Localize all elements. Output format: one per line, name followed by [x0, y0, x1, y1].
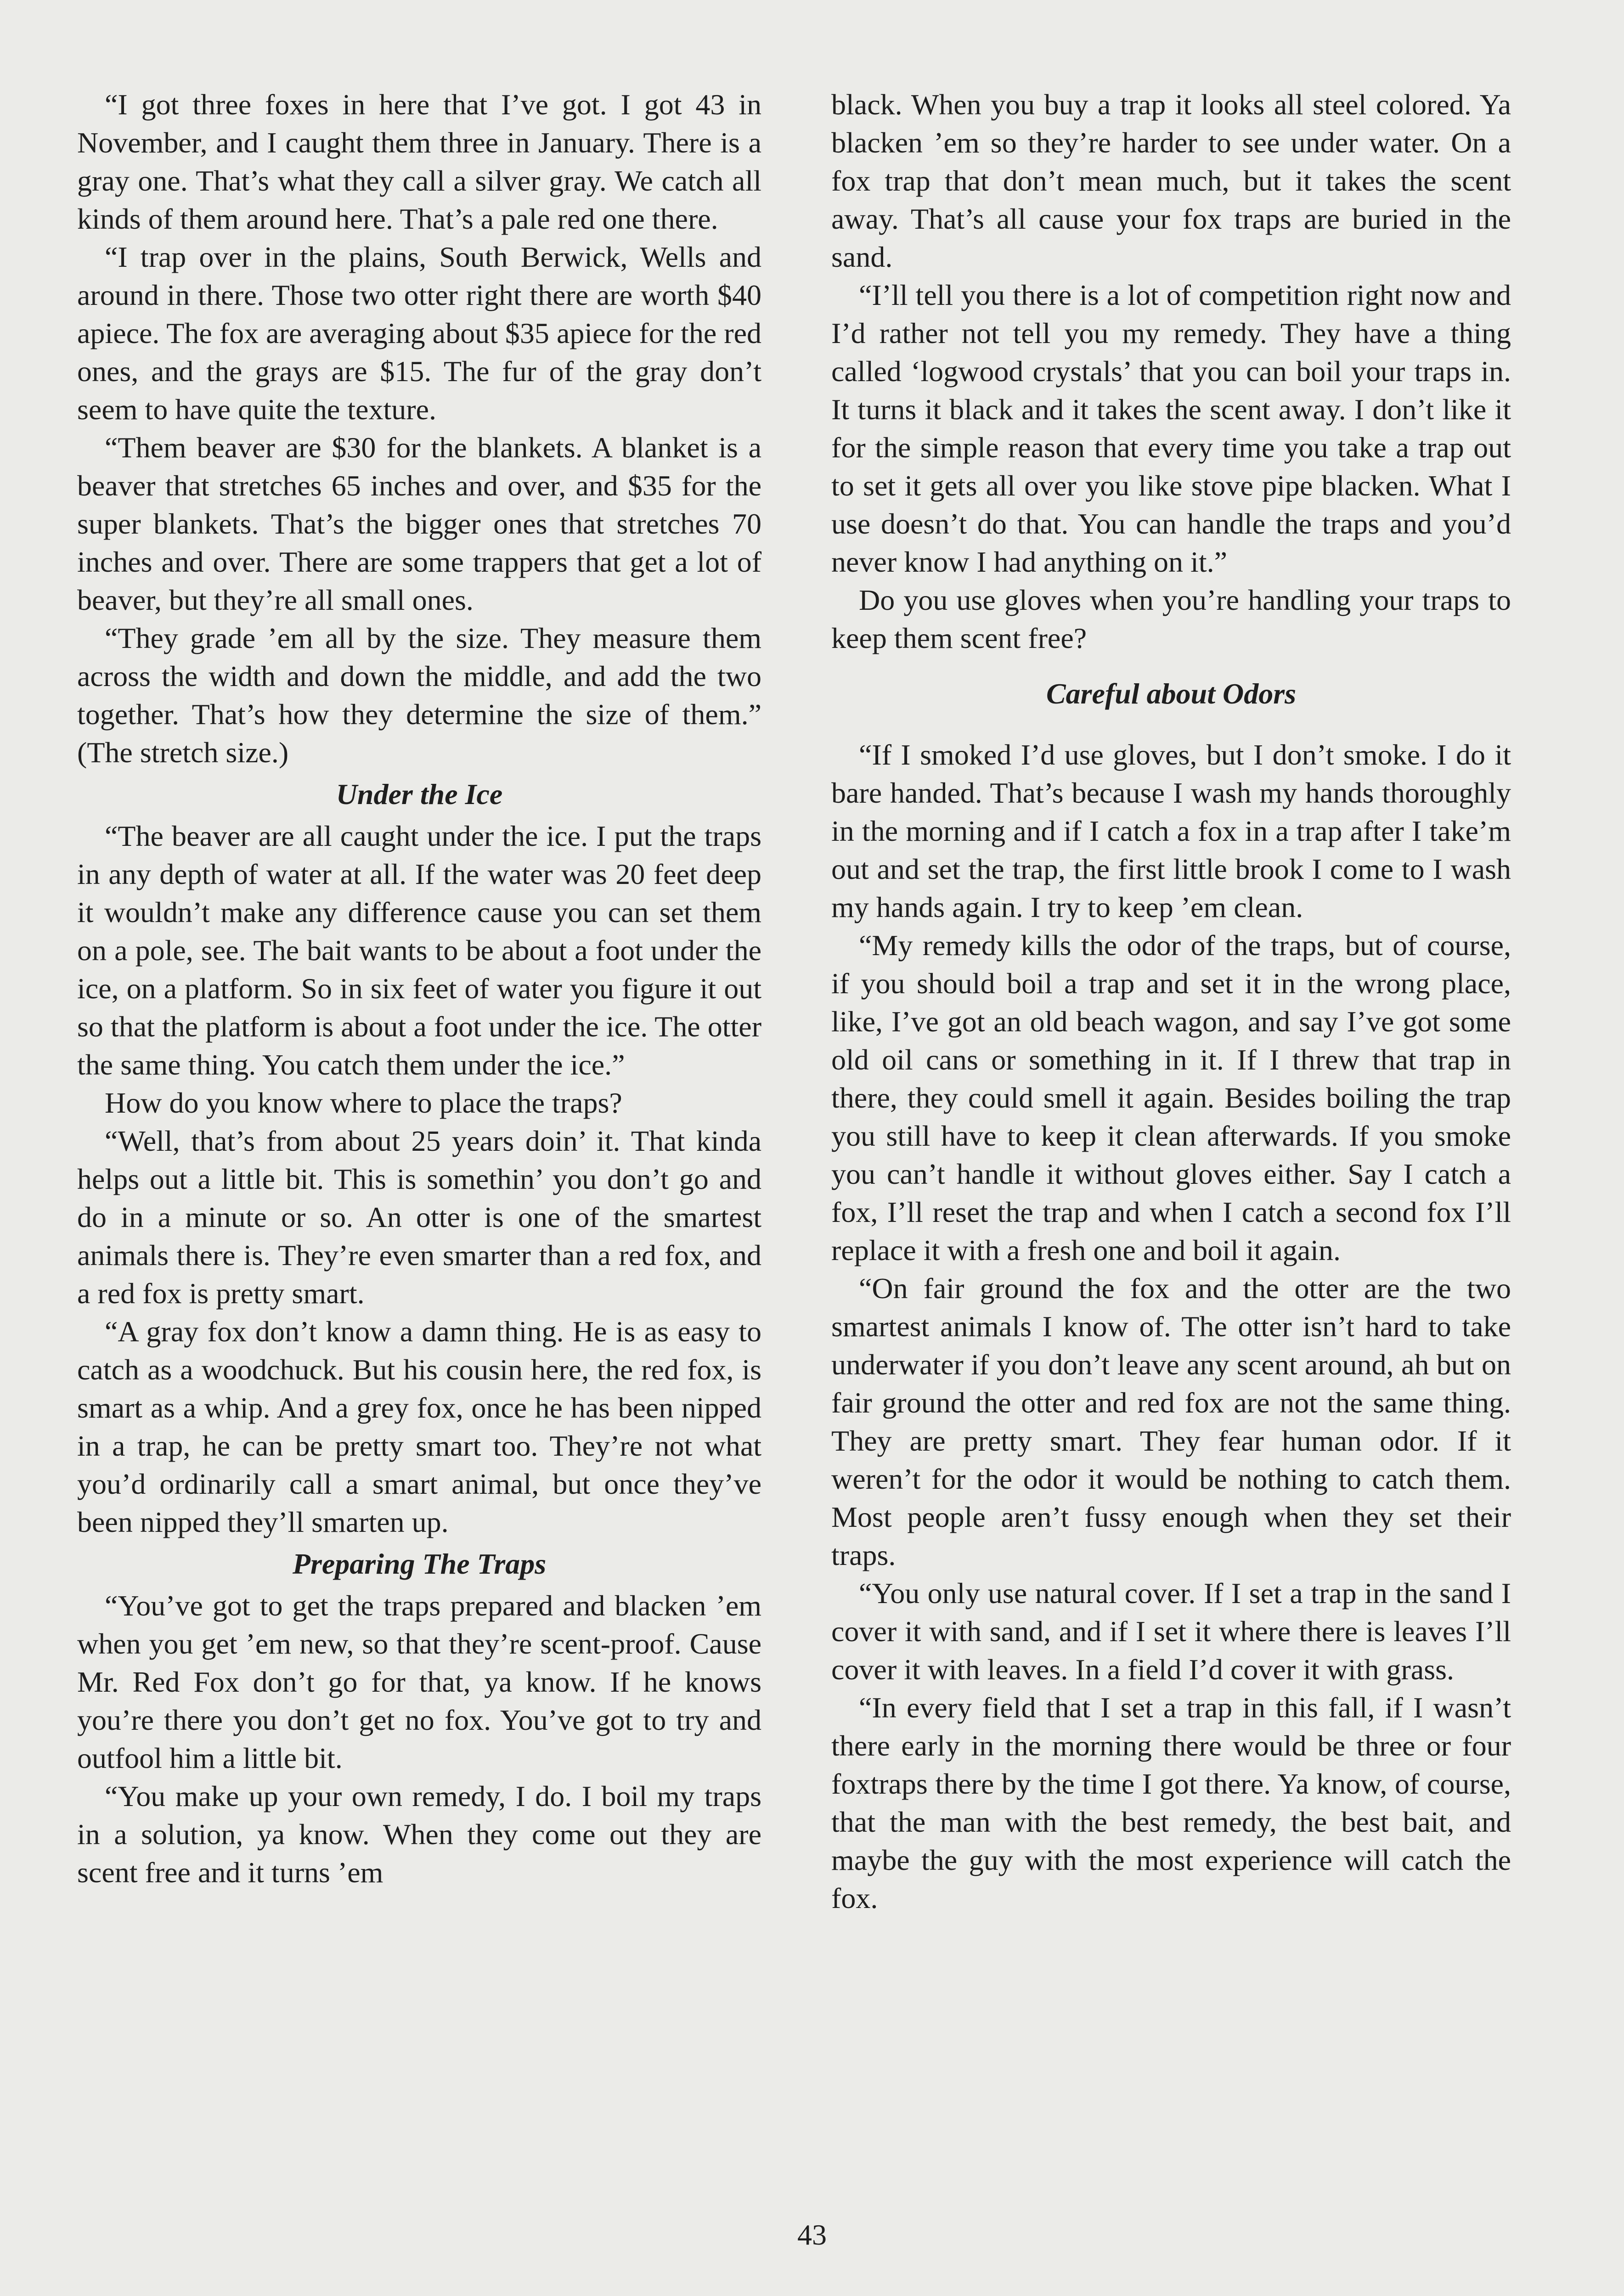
paragraph: “The beaver are all caught under the ice. I put the traps in any depth of water at all. If the water was 20 feet deep it wouldn’t make any difference cause you can set them on a pole, see. The bait wants to be about a foot under the ice, on a platform. So in six feet of water you figure it out so that the platform is about a foot under the ice. The otter the same thing. You catch them under the ice.” [77, 820, 761, 1081]
paragraph: “A gray fox don’t know a damn thing. He is as easy to catch as a woodchuck. But his cousin here, the red fox, is smart as a whip. And a grey fox, once he has been nipped in a trap, he can be pretty smart too. They’re not what you’d ordinarily call a smart animal, but once they’ve been nipped they’ll smarten up. [77, 1315, 761, 1538]
paragraph: Do you use gloves when you’re handling your traps to keep them scent free? [831, 584, 1511, 654]
paragraph: “Well, that’s from about 25 years doin’ it. That kinda helps out a little bit. This is somethin’ you don’t go and do in a minute or so. An otter is one of the smartest animals there is. They’re even smarter than a red fox, and a red fox is pretty smart. [77, 1125, 761, 1310]
paragraph: “On fair ground the fox and the otter are the two smartest animals I know of. The otter isn’t hard to take underwater if you don’t leave any scent around, ah but on fair ground the otter and red fox are not the same thing. They are pretty smart. They fear human odor. If it weren’t for the odor it would be nothing to catch them. Most people aren’t fussy enough when they set their traps. [831, 1272, 1511, 1571]
page-number: 43 [797, 2218, 827, 2251]
paragraph: “You only use natural cover. If I set a trap in the sand I cover it with sand, and if I set it where there is leaves I’ll cover it with leaves. In a field I’d cover it with grass. [831, 1577, 1511, 1686]
paragraph: “I trap over in the plains, South Berwick, Wells and around in there. Those two otter right there are worth $40 apiece. The fox are averaging about $35 apiece for the red ones, and the grays are $15. The fur of the gray don’t seem to have quite the texture. [77, 241, 761, 426]
paragraph: “You’ve got to get the traps prepared and blacken ’em when you get ’em new, so that they’re scent-proof. Cause Mr. Red Fox don’t go for that, ya know. If he knows you’re there you don’t get no fox. You’ve got to try and outfool him a little bit. [77, 1589, 761, 1774]
paragraph: black. When you buy a trap it looks all steel colored. Ya blacken ’em so they’re harder to see under water. On a fox trap that don’t mean much, but it takes the scent away. That’s all cause your fox traps are buried in the sand. [831, 88, 1511, 273]
paragraph: “You make up your own remedy, I do. I boil my traps in a solution, ya know. When they come out they are scent free and it turns ’em [77, 1780, 761, 1889]
left-column [77, 85, 761, 1891]
paragraph: “Them beaver are $30 for the blankets. A blanket is a beaver that stretches 65 inches and over, and $35 for the super blankets. That’s the bigger ones that stretches 70 inches and over. There are some trappers that get a lot of beaver, but they’re all small ones. [77, 431, 761, 616]
section-heading: Careful about Odors [1046, 677, 1297, 710]
paragraph: “They grade ’em all by the size. They measure them across the width and down the middle, and add the two together. That’s how they determine the size of them.” (The stretch size.) [77, 622, 761, 769]
paragraph: “My remedy kills the odor of the traps, but of course, if you should boil a trap and set it in the wrong place, like, I’ve got an old beach wagon, and say I’ve got some old oil cans or something in it. If I threw that trap in there, they could smell it again. Besides boiling the trap you still have to keep it clean afterwards. If you smoke you can’t handle it without gloves either. Say I catch a fox, I’ll reset the trap and when I catch a second fox I’ll replace it with a fresh one and boil it again. [831, 929, 1511, 1266]
section-heading: Under the Ice [336, 778, 503, 810]
paragraph: How do you know where to place the traps? [105, 1086, 622, 1119]
paragraph: “If I smoked I’d use gloves, but I don’t smoke. I do it bare handed. That’s because I wash my hands thoroughly in the morning and if I catch a fox in a trap after I take’m out and set the trap, the first little brook I come to I wash my hands again. I try to keep ’em clean. [831, 738, 1511, 923]
paragraph: “I’ll tell you there is a lot of competition right now and I’d rather not tell you my remedy. They have a thing called ‘logwood crystals’ that you can boil your traps in. It turns it black and it takes the scent away. I don’t like it for the simple reason that every time you take a trap out to set it gets all over you like stove pipe blacken. What I use doesn’t do that. You can handle the traps and you’d never know I had anything on it.” [831, 279, 1511, 578]
paragraph: “I got three foxes in here that I’ve got. I got 43 in November, and I caught them three in January. There is a gray one. That’s what they call a silver gray. We catch all kinds of them around here. That’s a pale red one there. [77, 88, 761, 235]
paragraph: “In every field that I set a trap in this fall, if I wasn’t there early in the morning there would be three or four foxtraps there by the time I got there. Ya know, of course, that the man with the best remedy, the best bait, and maybe the guy with the most experience will catch the fox. [831, 1691, 1511, 1914]
section-heading: Preparing The Traps [292, 1548, 547, 1580]
right-column [831, 85, 1511, 1917]
